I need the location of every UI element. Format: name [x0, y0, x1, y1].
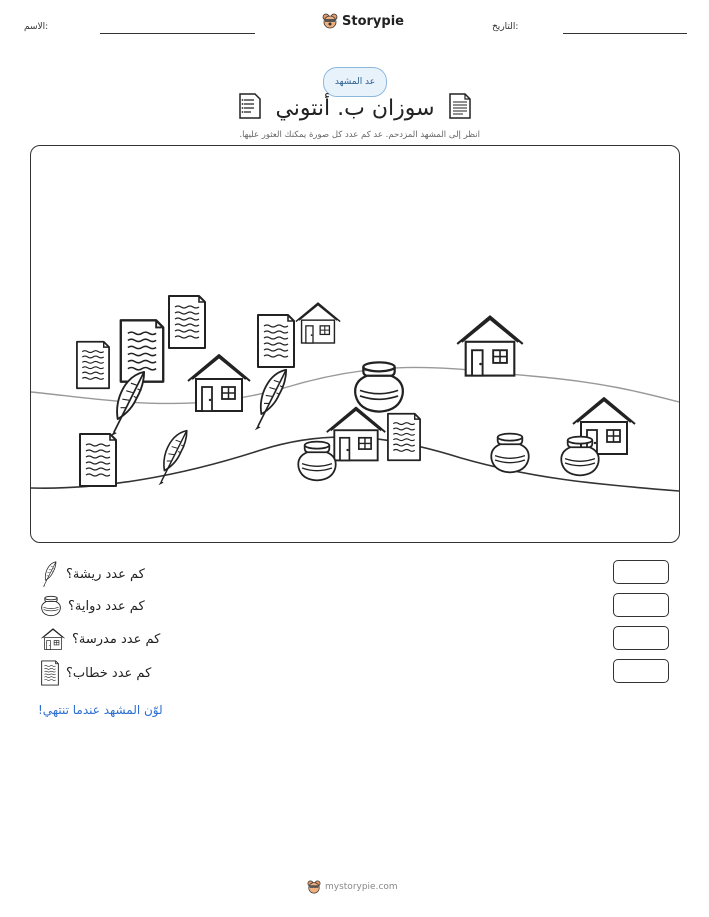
date-label: التاريخ: [492, 22, 519, 32]
question-text: كم عدد خطاب؟ [66, 665, 152, 681]
answer-box-letter[interactable] [613, 659, 669, 683]
instructions: انظر إلى المشهد المزدحم. عد كم عدد كل صورة يمكنك العثور عليها. [239, 130, 480, 140]
letter-item [80, 434, 116, 486]
inkpot-item [561, 437, 598, 476]
question-row [40, 561, 240, 587]
page-title: سوزان ب. أنتوني [275, 96, 435, 121]
feather-quill-icon [40, 561, 60, 587]
feather-item [160, 431, 187, 485]
date-underline[interactable] [563, 33, 687, 34]
inkpot-item [298, 442, 335, 481]
bear-logo-icon [307, 880, 321, 894]
schoolhouse-item [573, 398, 635, 454]
checklist-icon [238, 92, 262, 120]
worksheet-type-badge: عد المشهد [323, 67, 387, 97]
schoolhouse-item [188, 355, 250, 411]
feather-item [112, 372, 144, 435]
schoolhouse-item [457, 316, 523, 375]
letter-item [77, 342, 109, 388]
answer-box-schoolhouse[interactable] [613, 626, 669, 650]
answer-box-feather[interactable] [613, 560, 669, 584]
letter-paper-icon [40, 660, 60, 686]
schoolhouse-item [327, 408, 385, 461]
ink-pot-icon [40, 594, 62, 618]
color-instruction: لوّن المشهد عندما تنتهي! [38, 703, 163, 717]
footer-site: mystorypie.com [325, 882, 398, 892]
question-row [40, 594, 240, 618]
letter-item [258, 315, 294, 367]
question-text: كم عدد مدرسة؟ [72, 631, 161, 647]
footer-brand [307, 880, 398, 894]
letter-item [388, 414, 420, 460]
name-label: الاسم: [24, 22, 49, 32]
name-underline[interactable] [100, 33, 255, 34]
answer-box-inkpot[interactable] [613, 593, 669, 617]
question-text: كم عدد ريشة؟ [66, 566, 145, 582]
inkpot-item [491, 434, 528, 473]
question-row [40, 660, 240, 686]
letter-item [169, 296, 205, 348]
document-icon [448, 92, 472, 120]
question-row [40, 627, 240, 651]
brand-name: Storypie [342, 13, 404, 29]
schoolhouse-item [296, 303, 340, 343]
scene-illustration [31, 146, 679, 542]
feather-item [256, 370, 286, 429]
inkpot-item [355, 362, 403, 411]
bear-logo-icon [322, 13, 338, 29]
brand-logo [322, 13, 404, 29]
counting-scene [30, 145, 680, 543]
question-text: كم عدد دواية؟ [68, 598, 145, 614]
schoolhouse-icon [40, 627, 66, 651]
